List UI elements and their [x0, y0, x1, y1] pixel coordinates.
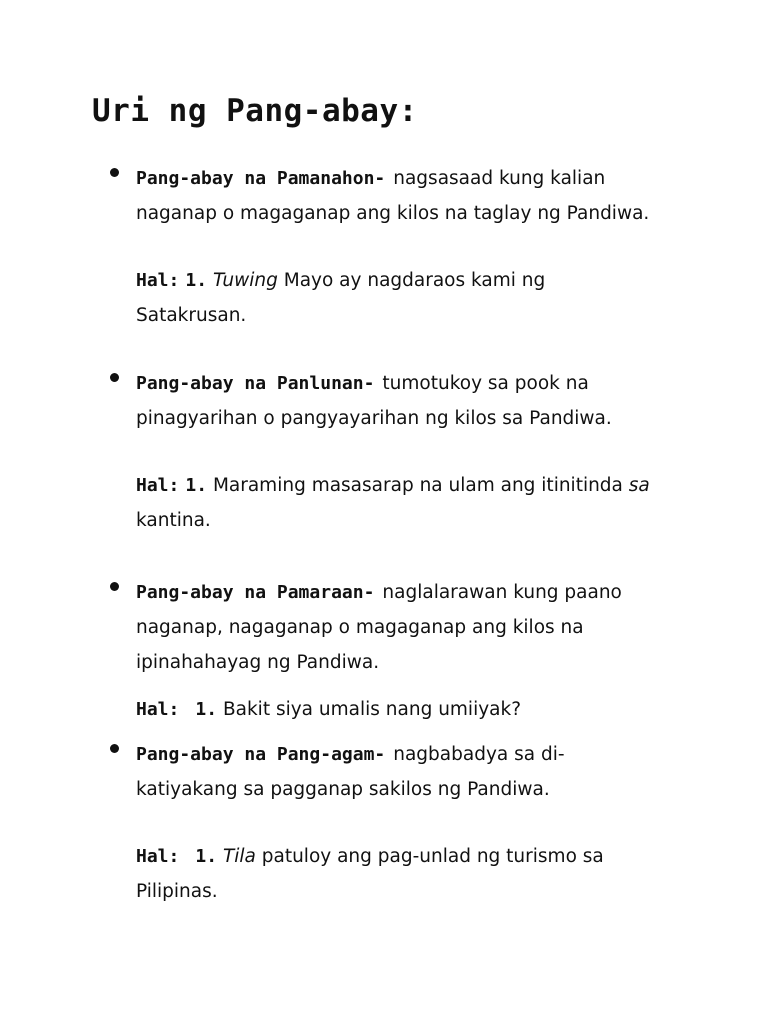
bullet-icon — [110, 373, 119, 382]
example-label: Hal: — [136, 475, 180, 496]
list-item-pang-agam — [110, 737, 670, 909]
example-number: 1. — [185, 475, 208, 496]
example-text: Mayo ay nagdaraos kami ng Satakrusan. — [136, 270, 546, 326]
example — [136, 468, 676, 538]
definition — [136, 161, 670, 231]
bullet-icon — [110, 168, 119, 177]
list-item-panlunan — [110, 366, 670, 538]
list-item-pamanahon — [110, 161, 670, 333]
bullet-icon — [110, 744, 119, 753]
example-label: Hal: — [136, 699, 180, 720]
example-emphasis: Tuwing — [212, 270, 278, 291]
definition — [136, 737, 626, 807]
description: nagbabadya sa di-katiyakang sa pagganap sakilos ng Pandiwa. — [136, 744, 565, 800]
example-text-end: kantina. — [136, 510, 211, 531]
description: nagsasaad kung kalian naganap o magaganap ang kilos na taglay ng Pandiwa. — [136, 168, 650, 224]
term: Pang-abay na Panlunan- — [136, 373, 375, 394]
list-item-pamaraan — [110, 575, 670, 727]
term: Pang-abay na Pamaraan- — [136, 582, 375, 603]
example-text: Bakit siya umalis nang umiiyak? — [222, 699, 522, 720]
example — [136, 263, 576, 333]
example-number: 1. — [185, 270, 208, 291]
example-label: Hal: — [136, 270, 180, 291]
example — [136, 839, 636, 909]
term: Pang-abay na Pamanahon- — [136, 168, 386, 189]
page-title: Uri ng Pang-abay: — [92, 93, 418, 129]
example-text: Maraming masasarap na ulam ang itinitinda — [212, 475, 623, 496]
definition — [136, 366, 656, 436]
example — [136, 692, 656, 727]
example-label: Hal: — [136, 846, 180, 867]
example-emphasis: Tila — [222, 846, 256, 867]
example-number: 1. — [195, 699, 218, 720]
description: tumotukoy sa pook na pinagyarihan o pangyayarihan ng kilos sa Pandiwa. — [136, 373, 612, 429]
definition — [136, 575, 656, 680]
example-text: patuloy ang pag-unlad ng turismo sa Pilipinas. — [136, 846, 604, 902]
term: Pang-abay na Pang-agam- — [136, 744, 386, 765]
example-number: 1. — [195, 846, 218, 867]
example-emphasis: sa — [628, 475, 650, 496]
description: naglalarawan kung paano naganap, nagaganap o magaganap ang kilos na ipinahahayag ng Pandiwa. — [136, 582, 622, 673]
bullet-icon — [110, 582, 119, 591]
